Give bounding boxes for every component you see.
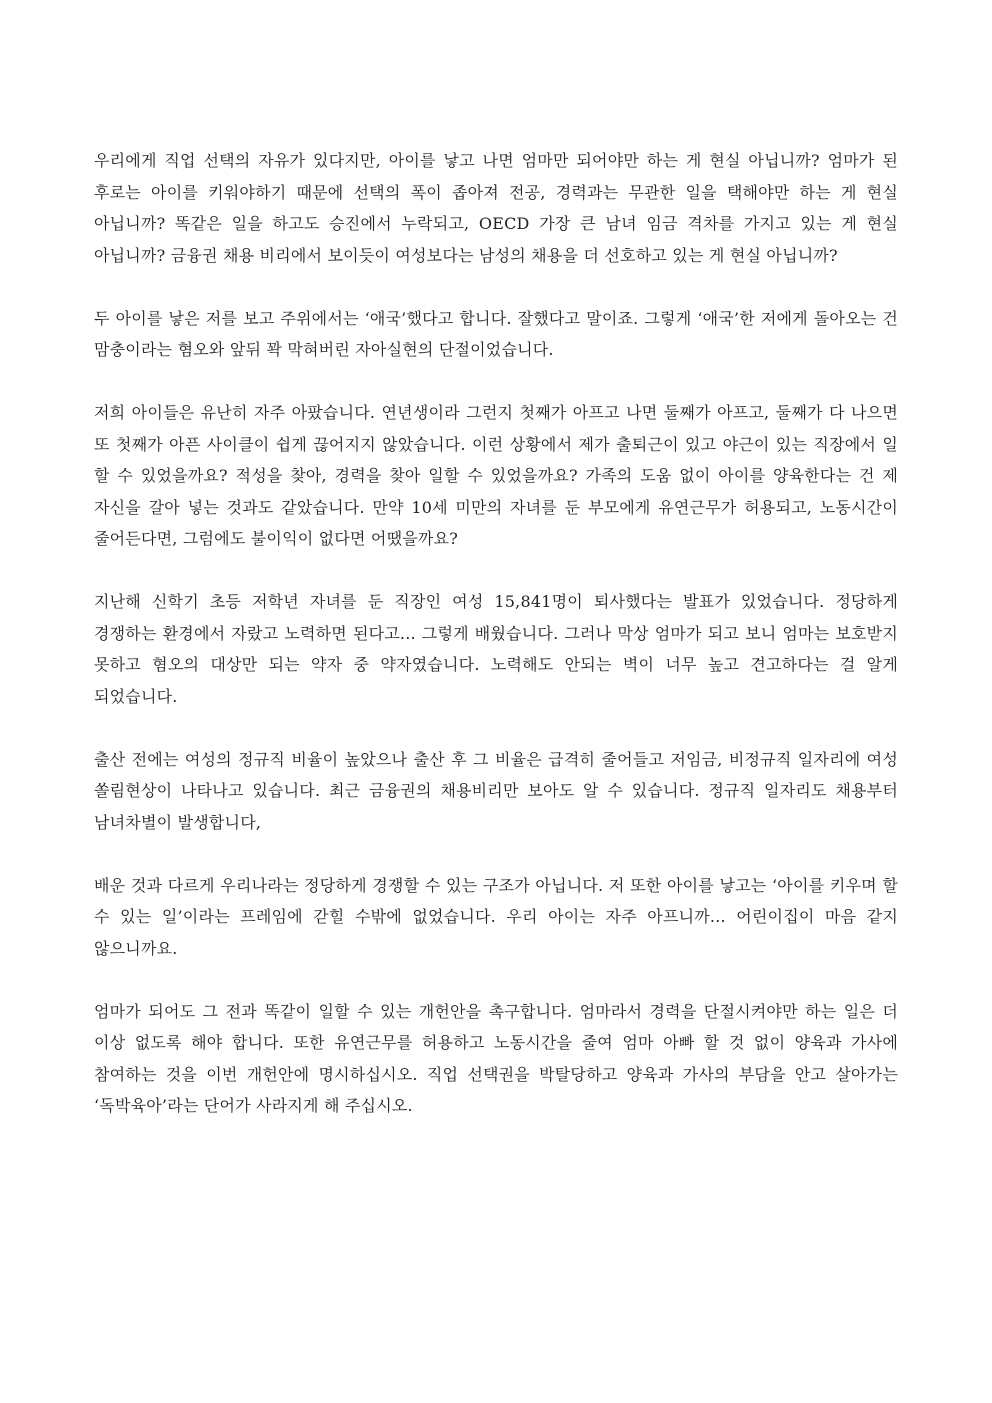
paragraph-5: 출산 전에는 여성의 정규직 비율이 높았으나 출산 후 그 비율은 급격히 줄어들고 저임금, 비정규직 일자리에 여성 쏠림현상이 나타나고 있습니다. 최근 금융권의 채용비리만 보아도 알 수 있습니다. 정규직 일자리도 채용부터 남녀차별이 발생합니다, [94,749,898,832]
document-body [94,145,898,1153]
paragraph-1: 우리에게 직업 선택의 자유가 있다지만, 아이를 낳고 나면 엄마만 되어야만 하는 게 현실 아닙니까? 엄마가 된 후로는 아이를 키워야하기 때문에 선택의 폭이 좁아져 전공, 경력과는 무관한 일을 택해야만 하는 게 현실 아닙니까? 똑같은 일을 하고도 승진에서 누락되고, OECD 가장 큰 남녀 임금 격차를 가지고 있는 게 현실 아닙니까? 금융권 채용 비리에서 보이듯이 여성보다는 남성의 채용을 더 선호하고 있는 게 현실 아닙니까? [94,151,898,265]
paragraph-7: 엄마가 되어도 그 전과 똑같이 일할 수 있는 개헌안을 촉구합니다. 엄마라서 경력을 단절시켜야만 하는 일은 더 이상 없도록 해야 합니다. 또한 유연근무를 허용하고 노동시간을 줄여 엄마 아빠 할 것 없이 양육과 가사에 참여하는 것을 이번 개헌안에 명시하십시오. 직업 선택권을 박탈당하고 양육과 가사의 부담을 안고 살아가는 ‘독박육아’라는 단어가 사라지게 해 주십시오. [94,1001,898,1115]
paragraph-6: 배운 것과 다르게 우리나라는 정당하게 경쟁할 수 있는 구조가 아닙니다. 저 또한 아이를 낳고는 ‘아이를 키우며 할 수 있는 일’이라는 프레임에 갇힐 수밖에 없었습니다. 우리 아이는 자주 아프니까... 어린이집이 마음 같지 않으니까요. [94,875,898,958]
paragraph-4: 지난해 신학기 초등 저학년 자녀를 둔 직장인 여성 15,841명이 퇴사했다는 발표가 있었습니다. 정당하게 경쟁하는 환경에서 자랐고 노력하면 된다고... 그렇게 배웠습니다. 그러나 막상 엄마가 되고 보니 엄마는 보호받지 못하고 혐오의 대상만 되는 약자 중 약자였습니다. 노력해도 안되는 벽이 너무 높고 견고하다는 걸 알게 되었습니다. [94,592,898,706]
paragraph-2: 두 아이를 낳은 저를 보고 주위에서는 ‘애국’했다고 합니다. 잘했다고 말이죠. 그렇게 ‘애국’한 저에게 돌아오는 건 맘충이라는 혐오와 앞뒤 꽉 막혀버린 자아실현의 단절이었습니다. [94,308,898,359]
paragraph-3: 저희 아이들은 유난히 자주 아팠습니다. 연년생이라 그런지 첫째가 아프고 나면 둘째가 아프고, 둘째가 다 나으면 또 첫째가 아픈 사이클이 쉽게 끊어지지 않았습니다. 이런 상황에서 제가 출퇴근이 있고 야근이 있는 직장에서 일 할 수 있었을까요? 적성을 찾아, 경력을 찾아 일할 수 있었을까요? 가족의 도움 없이 아이를 양육한다는 건 제 자신을 갈아 넣는 것과도 같았습니다. 만약 10세 미만의 자녀를 둔 부모에게 유연근무가 허용되고, 노동시간이 줄어든다면, 그럼에도 불이익이 없다면 어땠을까요? [94,403,898,548]
